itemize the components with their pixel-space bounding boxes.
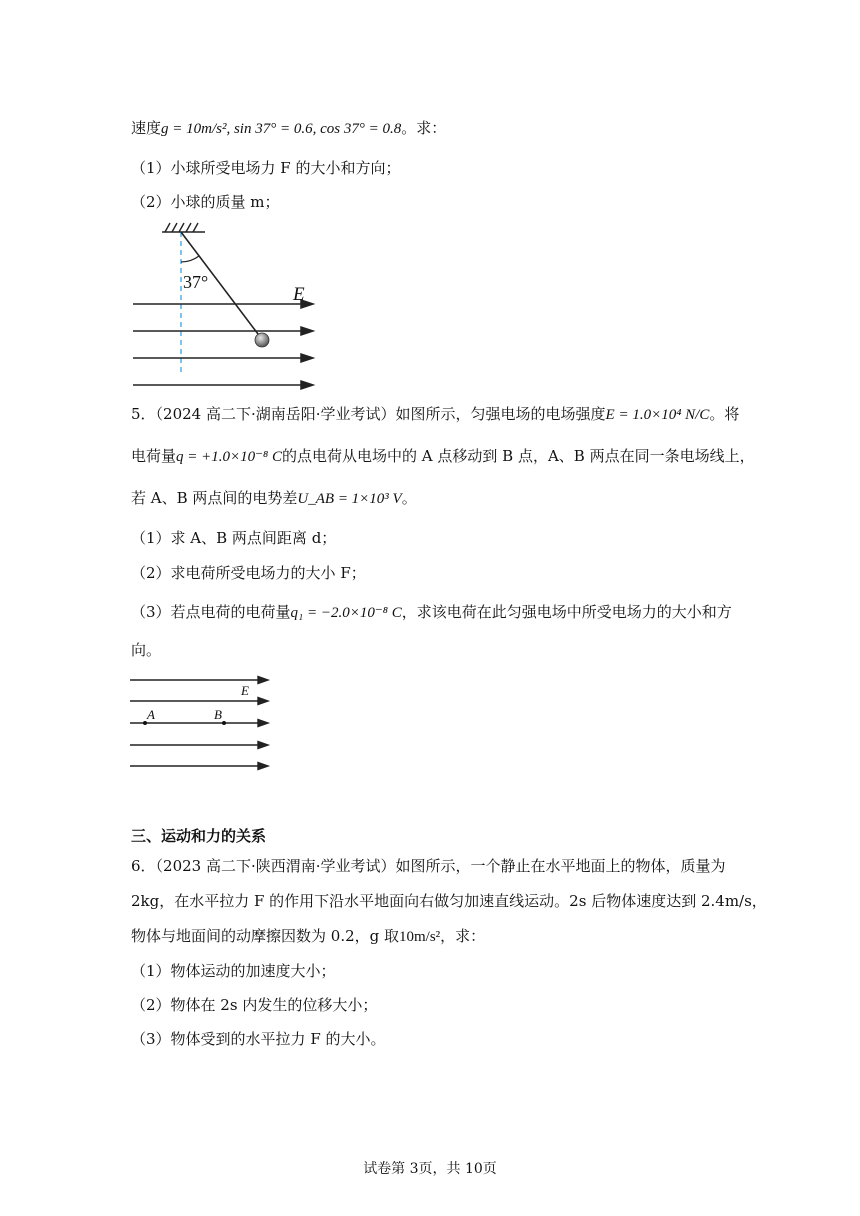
q5-field-strength: E = 1.0×10⁴ N/C [605,407,710,423]
q6-subquestion-3: （3）物体受到的水平拉力 F 的大小。 [131,1030,386,1048]
q4-angle-arc [181,256,199,262]
q5-sub3-suffix: ，求该电荷在此匀强电场中所受电场力的大小和方 [401,603,732,621]
q5-figure [128,672,278,772]
q6-line-1: 6．（2023 高二下·陕西渭南·学业考试）如图所示，一个静止在水平地面上的物体，质量为 [131,857,726,875]
q4-figure [125,220,325,400]
page-footer: 试卷第 3页，共 10页 [363,1161,497,1177]
q4-given-math: g = 10m/s², sin 37° = 0.6, cos 37° = 0.8 [161,121,402,137]
q6-gravity-value: 10m/s² [399,929,441,945]
q5-subquestion-3 [131,602,732,623]
q5-field-label: E [241,683,249,698]
q5-subquestion-1: （1）求 A、B 两点间距离 d； [131,529,337,547]
q4-ball [255,333,269,347]
q5-point-b [222,721,226,725]
q5-line-1 [131,404,739,425]
q4-angle-label: 37° [183,272,209,292]
q4-field-label: E [293,284,305,305]
q5-potential-difference: U_AB = 1×10³ V [297,491,402,507]
section-3-heading: 三、运动和力的关系 [131,827,267,845]
q5-subquestion-2: （2）求电荷所受电场力的大小 F； [131,564,366,582]
q5-line-1-suffix: 。将 [709,405,740,423]
q4-subquestion-2: （2）小球的质量 m； [131,193,280,211]
q5-point-a-label: A [147,707,155,722]
q6-line-3-prefix: 物体与地面间的动摩擦因数为 0.2，g 取 [131,927,399,945]
q5-line-3 [131,488,417,509]
q4-subquestion-1: （1）小球所受电场力 F 的大小和方向； [131,159,401,177]
q5-charge: q = +1.0×10⁻⁸ C [176,449,283,465]
q5-point-b-label: B [214,707,222,722]
q4-given-suffix: 。求： [401,119,447,137]
q4-ceiling-hatch [162,223,205,232]
q5-line-2-prefix: 电荷量 [131,447,177,465]
q5-sub3-prefix: （3）若点电荷的电荷量 [131,603,291,621]
q6-line-3 [131,926,485,947]
q6-subquestion-1: （1）物体运动的加速度大小； [131,962,336,980]
q4-given-prefix: 速度 [131,119,162,137]
q5-stem-text: 5．（2024 高二下·湖南岳阳·学业考试）如图所示，匀强电场的电场强度 [131,405,606,423]
q6-line-3-suffix: ，求： [440,927,486,945]
q6-subquestion-2: （2）物体在 2s 内发生的位移大小； [131,996,378,1014]
q5-subquestion-3-cont: 向。 [131,641,162,659]
q6-line-2: 2kg，在水平拉力 F 的作用下沿水平地面向右做匀加速直线运动。2s 后物体速度达到 2.4m/s， [131,892,767,910]
q5-line-3-prefix: 若 A、B 两点间的电势差 [131,489,298,507]
q5-line-3-suffix: 。 [401,489,417,507]
q5-charge-q1: q₁ = −2.0×10⁻⁸ C [290,605,402,621]
q5-line-2 [131,446,755,467]
q4-field-lines [133,300,313,389]
q5-line-2-suffix: 的点电荷从电场中的 A 点移动到 B 点，A、B 两点在同一条电场线上， [282,447,755,465]
q4-given-line [131,118,446,139]
